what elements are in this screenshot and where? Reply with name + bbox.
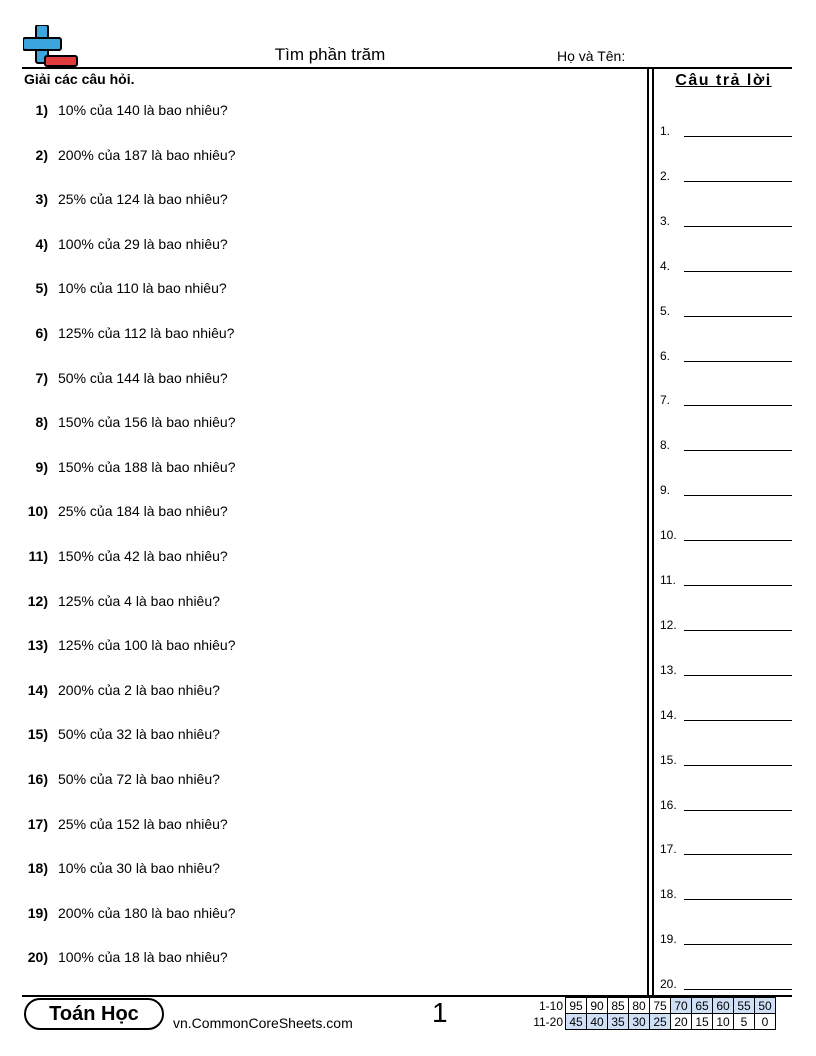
answer-line[interactable] bbox=[684, 271, 792, 272]
question-text: 150% của 156 là bao nhiêu? bbox=[58, 414, 236, 431]
answer-line[interactable] bbox=[684, 136, 792, 137]
question-number: 13) bbox=[27, 637, 48, 654]
score-cell: 60 bbox=[713, 998, 734, 1014]
answer-blank[interactable] bbox=[660, 977, 677, 991]
score-row-1-10 bbox=[527, 998, 776, 1014]
question-number: 2) bbox=[35, 146, 48, 163]
score-cell: 5 bbox=[734, 1014, 755, 1030]
question-item bbox=[0, 280, 227, 300]
answer-line[interactable] bbox=[684, 899, 792, 900]
question-number: 5) bbox=[35, 280, 48, 297]
page-number: 1 bbox=[432, 997, 448, 1028]
score-row-label: 1-10 bbox=[538, 998, 563, 1013]
question-item bbox=[0, 771, 220, 791]
question-item bbox=[0, 414, 235, 434]
answer-blank[interactable] bbox=[660, 169, 670, 183]
answer-number: 10. bbox=[660, 528, 677, 543]
answer-blank[interactable] bbox=[660, 259, 670, 273]
answer-number: 13. bbox=[660, 662, 677, 677]
question-number: 18) bbox=[27, 860, 48, 877]
answer-blank[interactable] bbox=[660, 483, 670, 497]
question-text: 50% của 32 là bao nhiêu? bbox=[58, 726, 220, 743]
answer-line[interactable] bbox=[684, 989, 792, 990]
answer-number: 8. bbox=[660, 438, 671, 453]
answer-line[interactable] bbox=[684, 720, 792, 721]
answer-line[interactable] bbox=[684, 495, 792, 496]
question-item bbox=[0, 905, 235, 925]
score-cell: 50 bbox=[755, 998, 776, 1014]
question-number: 4) bbox=[35, 235, 48, 252]
score-cell: 35 bbox=[608, 1014, 629, 1030]
answer-line[interactable] bbox=[684, 944, 792, 945]
answer-line[interactable] bbox=[684, 765, 792, 766]
answer-blank[interactable] bbox=[660, 842, 677, 856]
question-text: 125% của 100 là bao nhiêu? bbox=[58, 637, 236, 654]
answer-line[interactable] bbox=[684, 540, 792, 541]
question-item bbox=[0, 236, 228, 256]
question-item bbox=[0, 503, 228, 523]
answer-blank[interactable] bbox=[660, 932, 677, 946]
question-text: 150% của 42 là bao nhiêu? bbox=[58, 548, 228, 564]
answer-line[interactable] bbox=[684, 585, 792, 586]
answer-number: 3. bbox=[660, 213, 671, 228]
question-number: 16) bbox=[27, 771, 48, 787]
answer-column-divider-left bbox=[647, 68, 649, 995]
answer-number: 14. bbox=[660, 707, 677, 722]
answer-line[interactable] bbox=[684, 675, 792, 676]
question-number: 6) bbox=[35, 325, 48, 341]
answer-blank[interactable] bbox=[660, 438, 670, 452]
question-text: 10% của 140 là bao nhiêu? bbox=[58, 102, 228, 118]
question-text: 25% của 124 là bao nhiêu? bbox=[58, 191, 228, 208]
question-text: 125% của 112 là bao nhiêu? bbox=[58, 325, 235, 341]
question-text: 200% của 187 là bao nhiêu? bbox=[58, 146, 236, 163]
answer-number: 15. bbox=[660, 752, 677, 767]
answer-line[interactable] bbox=[684, 181, 792, 182]
answer-line[interactable] bbox=[684, 226, 792, 227]
question-number: 9) bbox=[35, 458, 48, 475]
question-text: 200% của 180 là bao nhiêu? bbox=[58, 904, 236, 921]
answer-blank[interactable] bbox=[660, 393, 670, 407]
score-row-label: 11-20 bbox=[533, 1014, 563, 1029]
question-text: 150% của 188 là bao nhiêu? bbox=[58, 458, 236, 475]
question-text: 200% của 2 là bao nhiêu? bbox=[58, 681, 220, 698]
question-number: 10) bbox=[27, 503, 48, 520]
answer-blank[interactable] bbox=[660, 349, 670, 363]
answer-blank[interactable] bbox=[660, 528, 677, 542]
question-number: 7) bbox=[35, 369, 48, 386]
answer-blank[interactable] bbox=[660, 753, 677, 767]
score-cell: 95 bbox=[566, 998, 587, 1014]
question-item bbox=[0, 548, 228, 568]
instructions: Giải các câu hỏi. bbox=[24, 71, 135, 87]
question-item bbox=[0, 325, 234, 345]
question-text: 125% của 4 là bao nhiêu? bbox=[58, 592, 220, 609]
answer-blank[interactable] bbox=[660, 798, 677, 812]
question-text: 10% của 110 là bao nhiêu? bbox=[58, 280, 227, 297]
question-number: 1) bbox=[35, 102, 48, 118]
answer-number: 2. bbox=[660, 168, 671, 183]
answer-number: 5. bbox=[660, 303, 671, 318]
score-cell: 85 bbox=[608, 998, 629, 1014]
answer-line[interactable] bbox=[684, 450, 792, 451]
question-text: 10% của 30 là bao nhiêu? bbox=[58, 860, 220, 877]
question-item bbox=[0, 593, 220, 613]
answer-number: 4. bbox=[660, 258, 671, 273]
answer-number: 7. bbox=[660, 393, 671, 408]
score-cell: 25 bbox=[650, 1014, 671, 1030]
answer-blank[interactable] bbox=[660, 124, 670, 138]
question-text: 25% của 152 là bao nhiêu? bbox=[58, 815, 228, 832]
question-item bbox=[0, 816, 228, 836]
answer-number: 11. bbox=[660, 573, 676, 587]
score-cell: 40 bbox=[587, 1014, 608, 1030]
answer-number: 19. bbox=[660, 932, 677, 947]
answer-line[interactable] bbox=[684, 405, 792, 406]
score-cell: 55 bbox=[734, 998, 755, 1014]
name-label: Họ và Tên: bbox=[557, 48, 626, 64]
score-cell: 20 bbox=[671, 1014, 692, 1030]
answer-number: 12. bbox=[660, 617, 677, 632]
score-cell: 75 bbox=[650, 998, 671, 1014]
question-item bbox=[0, 459, 235, 479]
answer-blank[interactable] bbox=[660, 573, 676, 587]
page-title: Tìm phần trăm bbox=[274, 45, 386, 64]
answer-blank[interactable] bbox=[660, 708, 677, 722]
answer-blank[interactable] bbox=[660, 663, 677, 677]
answer-blank[interactable] bbox=[660, 214, 670, 228]
answer-line[interactable] bbox=[684, 361, 792, 362]
question-text: 100% của 29 là bao nhiêu? bbox=[58, 235, 228, 252]
score-cell: 0 bbox=[755, 1014, 776, 1030]
answer-number: 1. bbox=[660, 124, 671, 138]
question-item bbox=[0, 191, 228, 211]
question-number: 12) bbox=[27, 592, 48, 609]
question-text: 100% của 18 là bao nhiêu? bbox=[58, 949, 228, 966]
answer-key-title: Câu trả lời bbox=[675, 72, 772, 89]
answer-line[interactable] bbox=[684, 630, 792, 631]
score-table bbox=[527, 997, 776, 1030]
question-item bbox=[0, 102, 228, 122]
answer-line[interactable] bbox=[684, 316, 792, 317]
question-text: 50% của 144 là bao nhiêu? bbox=[58, 369, 228, 386]
answer-line[interactable] bbox=[684, 854, 792, 855]
score-cell: 65 bbox=[692, 998, 713, 1014]
answer-number: 18. bbox=[660, 887, 677, 902]
question-item bbox=[0, 147, 235, 167]
answer-line[interactable] bbox=[684, 810, 792, 811]
score-cell: 90 bbox=[587, 998, 608, 1014]
answer-blank[interactable] bbox=[660, 618, 677, 632]
question-item bbox=[0, 949, 228, 969]
score-cell: 45 bbox=[566, 1014, 587, 1030]
question-item bbox=[0, 370, 228, 390]
question-number: 20) bbox=[27, 949, 48, 966]
question-text: 50% của 72 là bao nhiêu? bbox=[58, 771, 220, 787]
answer-column-divider-right bbox=[652, 68, 654, 995]
question-item bbox=[0, 726, 220, 746]
score-cell: 10 bbox=[713, 1014, 734, 1030]
question-item bbox=[0, 637, 235, 657]
question-item bbox=[0, 682, 220, 702]
answer-number: 17. bbox=[660, 842, 677, 857]
answer-number: 20. bbox=[660, 977, 677, 992]
question-number: 3) bbox=[35, 191, 48, 208]
answer-number: 6. bbox=[660, 348, 671, 363]
question-number: 14) bbox=[27, 681, 48, 698]
answer-number: 16. bbox=[660, 797, 677, 812]
question-number: 19) bbox=[27, 904, 48, 921]
question-number: 11) bbox=[28, 548, 48, 564]
answer-blank[interactable] bbox=[660, 887, 677, 901]
score-cell: 30 bbox=[629, 1014, 650, 1030]
score-cell: 70 bbox=[671, 998, 692, 1014]
question-text: 25% của 184 là bao nhiêu? bbox=[58, 503, 228, 520]
score-row-11-20 bbox=[527, 1014, 776, 1030]
question-number: 8) bbox=[35, 414, 48, 431]
top-divider bbox=[22, 67, 792, 69]
question-number: 17) bbox=[27, 815, 48, 832]
question-item bbox=[0, 860, 220, 880]
answer-number: 9. bbox=[660, 483, 671, 498]
answer-blank[interactable] bbox=[660, 304, 670, 318]
question-number: 15) bbox=[27, 726, 48, 743]
brand-badge: Toán Học bbox=[24, 998, 164, 1030]
score-cell: 15 bbox=[692, 1014, 713, 1030]
site-url: vn.CommonCoreSheets.com bbox=[173, 1015, 353, 1031]
score-cell: 80 bbox=[629, 998, 650, 1014]
